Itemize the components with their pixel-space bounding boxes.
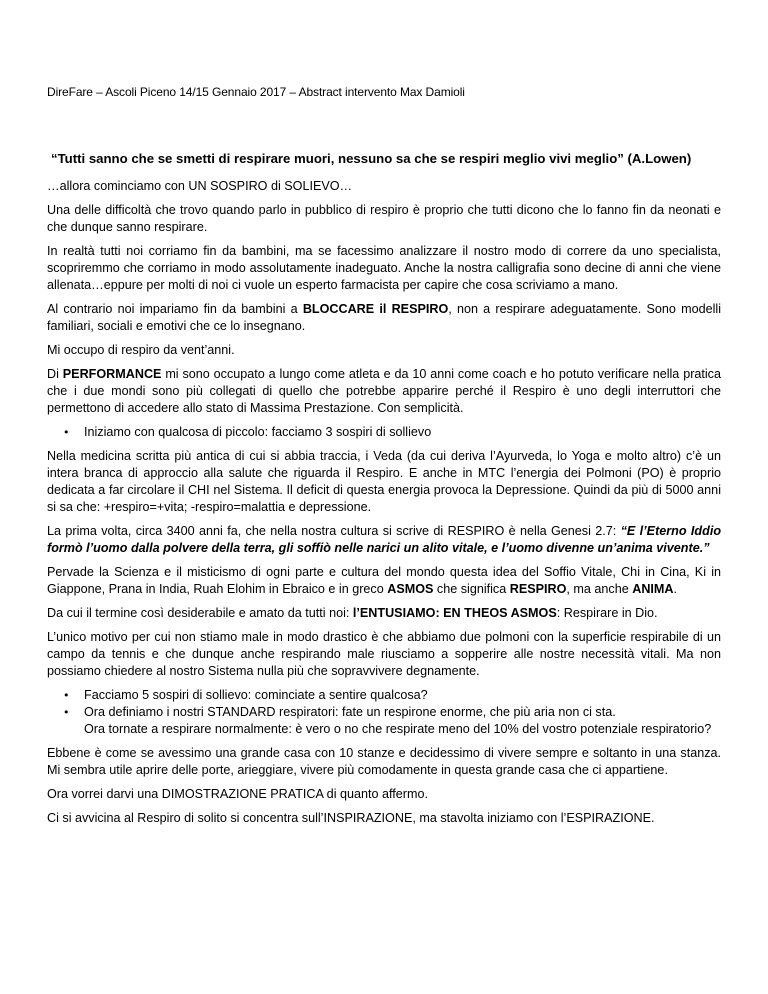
paragraph-3: In realtà tutti noi corriamo fin da bambini, ma se facessimo analizzare il nostro modo di correre da uno specialista, scopriremmo che corriamo in modo assolutamente inadeguato. Anche la nostra calligrafia sono decine di anni che viene allenata…eppure per molti di noi ci vuole un esperto farmacista per capire che cosa scriviamo a mano.	[47, 244, 721, 292]
bold-run: PERFORMANCE	[62, 367, 162, 381]
bold-run: RESPIRO	[509, 582, 567, 596]
document-body	[47, 178, 721, 834]
paragraph-10	[47, 605, 721, 622]
text-run: mi sono occupato a lungo come atleta e da 10 anni come coach e ho potuto verificare nella pratica che i due mondi sono più collegati di quello che potrebbe apparire perché il Respiro è uno degli interruttori che permettono di accedere allo stato di Massima Prestazione. Con semplicità.	[47, 367, 721, 415]
paragraph-13: Ora vorrei darvi una DIMOSTRAZIONE PRATICA di quanto affermo.	[47, 787, 428, 801]
genesis-quote: “E l’Eterno Iddio formò l’uomo dalla polvere della terra, gli soffiò nelle narici un alito vitale, e l’uomo divenne un’anima vivente.”	[47, 524, 722, 555]
paragraph-12: Ebbene è come se avessimo una grande casa con 10 stanze e decidessimo di vivere sempre e soltanto in una stanza. Mi sembra utile aprire delle porte, arieggiare, vivere più comodamente in questa grande casa che ci appartiene.	[47, 746, 721, 777]
list-item: • Iniziamo con qualcosa di piccolo: facciamo 3 sospiri di sollievo	[84, 424, 721, 441]
text-run: : Respirare in Dio.	[556, 606, 658, 620]
text-run: , ma anche	[566, 582, 633, 596]
document-header: DireFare – Ascoli Piceno 14/15 Gennaio 2017 – Abstract intervento Max Damioli	[47, 85, 465, 99]
text-run: La prima volta, circa 3400 anni fa, che nella nostra cultura si scrive di RESPIRO è nella Genesi 2.7:	[47, 524, 621, 538]
bold-run: ANIMA	[632, 582, 674, 596]
paragraph-14: Ci si avvicina al Respiro di solito si concentra sull’INSPIRAZIONE, ma stavolta iniziamo con l’ESPIRAZIONE.	[47, 811, 655, 825]
paragraph-2: Una delle difficoltà che trovo quando parlo in pubblico di respiro è proprio che tutti dicono che lo fanno fin da neonati e che dunque sanno respirare.	[47, 203, 721, 234]
text-run: Di	[47, 367, 63, 381]
text-run: Al contrario noi impariamo fin da bambini a	[47, 302, 303, 316]
paragraph-11: L’unico motivo per cui non stiamo male in modo drastico è che abbiamo due polmoni con la superficie respirabile di un campo da tennis e che dunque anche respirando male riusciamo a sopperire alle nostre necessità vitali. Ma non possiamo chiedere al nostro Sistema nulla più che sopravvivere degnamente.	[47, 630, 721, 678]
bullet-list-2	[47, 687, 721, 738]
text-run: Pervade la Scienza e il misticismo di ogni parte e cultura del mondo questa idea del Soffio Vitale, Chi in Cina, Ki in Giappone, Prana in India, Ruah Elohim in Ebraico e in greco	[47, 565, 721, 596]
paragraph-intro: …allora cominciamo con UN SOSPIRO di SOLIEVO…	[47, 179, 353, 193]
text-run: Da cui il termine così desiderabile e amato da tutti noi:	[47, 606, 353, 620]
opening-quote: “Tutti sanno che se smetti di respirare muori, nessuno sa che se respiri meglio vivi meglio” (A.Lowen)	[51, 151, 692, 166]
text-run: Ora definiamo i nostri STANDARD respiratori: fate un respirone enorme, che più aria non ci sta.	[84, 705, 616, 719]
paragraph-9	[47, 564, 721, 598]
paragraph-4	[47, 301, 721, 335]
text-run: , non a respirare adeguatamente. Sono modelli familiari, sociali e emotivi che ce lo insegnano.	[47, 302, 722, 333]
text-run: .	[673, 582, 678, 596]
text-run: Ora tornate a respirare normalmente: è vero o no che respirate meno del 10% del vostro potenziale respiratorio?	[84, 722, 712, 736]
text-run: che significa	[433, 582, 510, 596]
list-item	[84, 704, 721, 738]
list-item: • Facciamo 5 sospiri di sollievo: cominciate a sentire qualcosa?	[84, 687, 721, 704]
bold-run: l’ENTUSIAMO: EN THEOS ASMOS	[352, 606, 557, 620]
bold-run: BLOCCARE il RESPIRO	[302, 302, 449, 316]
bullet-list-1	[47, 424, 721, 441]
paragraph-8	[47, 523, 721, 557]
bold-run: ASMOS	[387, 582, 434, 596]
paragraph-5: Mi occupo di respiro da vent’anni.	[47, 343, 235, 357]
paragraph-6	[47, 366, 721, 417]
paragraph-7: Nella medicina scritta più antica di cui si abbia traccia, i Veda (da cui deriva l’Ayurveda, lo Yoga e molto altro) c’è un intera branca di approccio alla salute che riguarda il Respiro. E anche in MTC l’energia dei Polmoni (PO) è proprio dedicata a far circolare il CHI nel Sistema. Il deficit di questa energia provoca la Depressione. Quindi da più di 5000 anni si sa che: +respiro=+vita; -respiro=malattia e depressione.	[47, 449, 721, 514]
